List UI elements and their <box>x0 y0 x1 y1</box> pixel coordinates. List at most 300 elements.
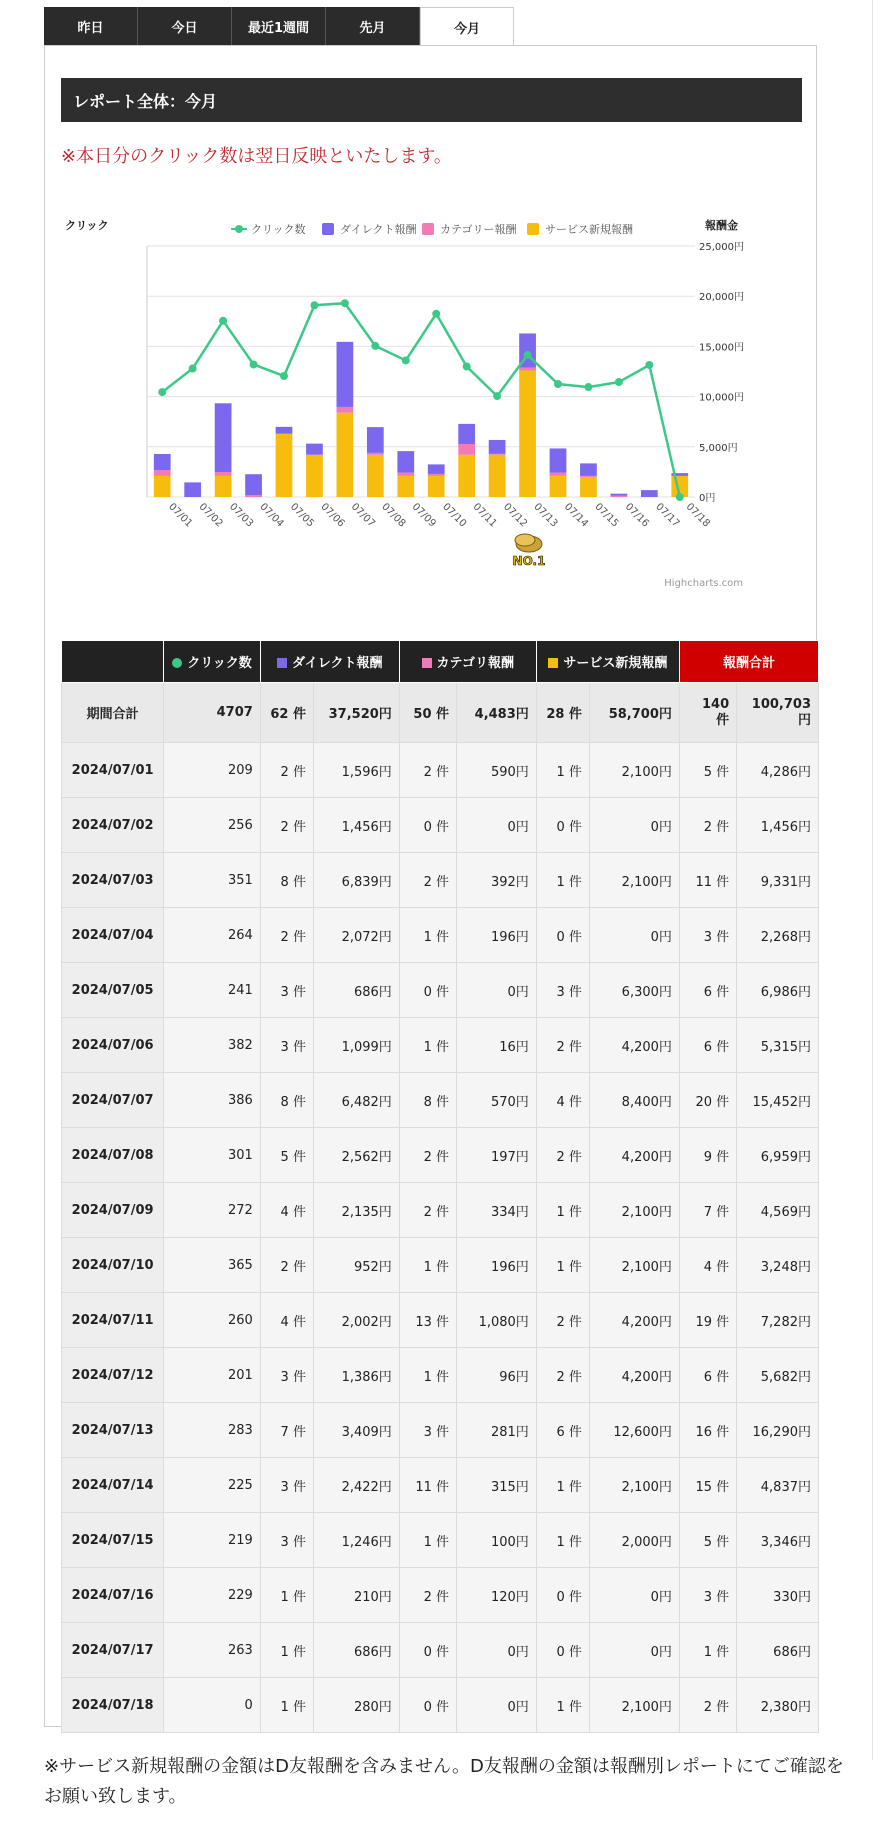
table-row <box>62 1458 819 1513</box>
cell-total-amount: 330円 <box>737 1568 819 1623</box>
cell-direct-count: 2 件 <box>260 798 313 853</box>
cell-category-count: 3 件 <box>399 1403 456 1458</box>
click-notice: ※本日分のクリック数は翌日反映といたします。 <box>61 146 452 167</box>
bar-direct <box>550 448 567 472</box>
click-point <box>280 372 288 380</box>
legend-label: サービス新規報酬 <box>545 223 633 236</box>
click-point <box>158 388 166 396</box>
x-tick-label: 07/13 <box>531 501 560 530</box>
cell-service-count: 1 件 <box>536 853 589 908</box>
cell-date: 2024/07/01 <box>62 743 164 798</box>
badge-label: NO.1 <box>512 554 546 568</box>
table-header-row <box>62 641 819 683</box>
cell-service-amount: 2,000円 <box>589 1513 679 1568</box>
cell-category-amount: 590円 <box>457 743 537 798</box>
right-tick-label: 20,000円 <box>699 292 744 304</box>
cell-total-count: 20 件 <box>679 1073 736 1128</box>
cell-direct-amount: 6,839円 <box>313 853 399 908</box>
cell-category-amount: 570円 <box>457 1073 537 1128</box>
cell-date: 2024/07/04 <box>62 908 164 963</box>
cell-category-count: 13 件 <box>399 1293 456 1348</box>
cell-date: 2024/07/12 <box>62 1348 164 1403</box>
cell-clicks: 241 <box>164 963 261 1018</box>
cell-category-amount: 0円 <box>457 1623 537 1678</box>
cell-direct-count: 2 件 <box>260 908 313 963</box>
tab-1[interactable]: 今日 <box>138 7 232 45</box>
bar-direct <box>367 427 384 453</box>
header-clicks: クリック数 <box>164 641 261 683</box>
highcharts-credit: Highcharts.com <box>664 578 743 589</box>
cell-direct-amount: 2,422円 <box>313 1458 399 1513</box>
cell-category-count: 1 件 <box>399 1348 456 1403</box>
table-row <box>62 963 819 1018</box>
cell-category-amount: 334円 <box>457 1183 537 1238</box>
cell-clicks: 225 <box>164 1458 261 1513</box>
cell-direct-amount: 686円 <box>313 963 399 1018</box>
cell-category-count: 0 件 <box>399 963 456 1018</box>
bar-direct <box>154 454 171 470</box>
bar-direct <box>580 463 597 476</box>
cell-service-count: 0 件 <box>536 1623 589 1678</box>
cell-clicks: 264 <box>164 908 261 963</box>
click-point <box>493 392 501 400</box>
cell-category-amount: 315円 <box>457 1458 537 1513</box>
cell-total-count: 6 件 <box>679 963 736 1018</box>
table-row <box>62 1183 819 1238</box>
cell-service-amount: 2,100円 <box>589 853 679 908</box>
cell-total-count: 6 件 <box>679 1018 736 1073</box>
cell-total-amount: 3,248円 <box>737 1238 819 1293</box>
cell-clicks: 260 <box>164 1293 261 1348</box>
service-square-icon <box>548 658 558 668</box>
cell-total-amount: 686円 <box>737 1623 819 1678</box>
cell-direct-count: 8 件 <box>260 853 313 908</box>
cell-service-count: 2 件 <box>536 1018 589 1073</box>
cell-total-amount: 4,286円 <box>737 743 819 798</box>
bar-direct <box>306 444 323 455</box>
cell-clicks: 272 <box>164 1183 261 1238</box>
cell-direct-count: 3 件 <box>260 1018 313 1073</box>
bar-category <box>154 470 171 476</box>
bar-service <box>306 455 323 497</box>
summary-category-amount: 4,483円 <box>457 683 537 743</box>
bar-service <box>428 476 445 497</box>
header-direct: ダイレクト報酬 <box>260 641 399 683</box>
tab-4[interactable]: 今月 <box>420 7 514 47</box>
header-blank <box>62 641 164 683</box>
cell-date: 2024/07/06 <box>62 1018 164 1073</box>
cell-direct-amount: 1,099円 <box>313 1018 399 1073</box>
bar-direct <box>489 440 506 454</box>
cell-total-amount: 2,380円 <box>737 1678 819 1733</box>
legend-label: クリック数 <box>251 223 306 236</box>
cell-service-count: 4 件 <box>536 1073 589 1128</box>
bar-service <box>489 455 506 497</box>
cell-direct-amount: 1,246円 <box>313 1513 399 1568</box>
x-tick-label: 07/07 <box>348 501 377 530</box>
cell-category-amount: 0円 <box>457 798 537 853</box>
report-panel <box>44 45 817 1727</box>
click-point <box>645 361 653 369</box>
click-point <box>524 351 532 359</box>
cell-category-amount: 120円 <box>457 1568 537 1623</box>
cell-clicks: 386 <box>164 1073 261 1128</box>
x-tick-label: 07/12 <box>500 501 530 530</box>
bar-category <box>397 473 414 476</box>
cell-date: 2024/07/08 <box>62 1128 164 1183</box>
cell-direct-amount: 2,072円 <box>313 908 399 963</box>
cell-total-amount: 7,282円 <box>737 1293 819 1348</box>
cell-direct-count: 3 件 <box>260 1513 313 1568</box>
summary-direct-count: 62 件 <box>260 683 313 743</box>
cell-service-amount: 4,200円 <box>589 1348 679 1403</box>
click-point <box>402 356 410 364</box>
bar-direct <box>337 342 354 407</box>
cell-direct-count: 3 件 <box>260 963 313 1018</box>
cell-category-amount: 0円 <box>457 963 537 1018</box>
bar-direct <box>276 427 293 434</box>
cell-date: 2024/07/10 <box>62 1238 164 1293</box>
cell-total-amount: 6,959円 <box>737 1128 819 1183</box>
x-tick-label: 07/09 <box>409 501 438 530</box>
cell-direct-amount: 686円 <box>313 1623 399 1678</box>
cell-category-amount: 281円 <box>457 1403 537 1458</box>
bar-direct <box>611 494 628 496</box>
table-row <box>62 1623 819 1678</box>
cell-category-amount: 197円 <box>457 1128 537 1183</box>
table-row <box>62 1293 819 1348</box>
x-tick-label: 07/03 <box>226 501 256 530</box>
cell-service-count: 1 件 <box>536 743 589 798</box>
click-point <box>250 360 258 368</box>
cell-service-count: 6 件 <box>536 1403 589 1458</box>
legend-swatch <box>527 223 539 235</box>
cell-total-count: 9 件 <box>679 1128 736 1183</box>
cell-direct-amount: 280円 <box>313 1678 399 1733</box>
bar-direct <box>641 490 658 497</box>
click-point <box>310 301 318 309</box>
cell-category-amount: 100円 <box>457 1513 537 1568</box>
bar-direct <box>458 424 475 444</box>
legend-label: カテゴリー報酬 <box>440 223 517 236</box>
cell-direct-count: 8 件 <box>260 1073 313 1128</box>
cell-category-count: 2 件 <box>399 1568 456 1623</box>
cell-direct-amount: 2,135円 <box>313 1183 399 1238</box>
cell-total-count: 4 件 <box>679 1238 736 1293</box>
cell-service-amount: 8,400円 <box>589 1073 679 1128</box>
table-row <box>62 1073 819 1128</box>
bar-category <box>337 407 354 413</box>
cell-total-amount: 9,331円 <box>737 853 819 908</box>
cell-total-count: 5 件 <box>679 743 736 798</box>
table-row <box>62 908 819 963</box>
table-row <box>62 798 819 853</box>
cell-service-amount: 4,200円 <box>589 1128 679 1183</box>
cell-category-count: 2 件 <box>399 743 456 798</box>
cell-direct-amount: 2,562円 <box>313 1128 399 1183</box>
cell-date: 2024/07/14 <box>62 1458 164 1513</box>
cell-total-count: 16 件 <box>679 1403 736 1458</box>
summary-service-amount: 58,700円 <box>589 683 679 743</box>
bar-category <box>367 453 384 455</box>
table-row <box>62 1018 819 1073</box>
cell-category-count: 0 件 <box>399 1623 456 1678</box>
cell-direct-amount: 1,596円 <box>313 743 399 798</box>
cell-total-count: 15 件 <box>679 1458 736 1513</box>
tab-3[interactable]: 先月 <box>326 7 420 45</box>
click-point <box>371 342 379 350</box>
summary-clicks: 4707 <box>164 683 261 743</box>
cell-category-count: 2 件 <box>399 1128 456 1183</box>
x-tick-label: 07/08 <box>379 501 408 530</box>
cell-service-amount: 6,300円 <box>589 963 679 1018</box>
table-row <box>62 1128 819 1183</box>
tab-0[interactable]: 昨日 <box>44 7 138 45</box>
legend-click-marker <box>235 225 243 233</box>
x-tick-label: 07/15 <box>592 501 621 530</box>
cell-clicks: 283 <box>164 1403 261 1458</box>
cell-total-count: 7 件 <box>679 1183 736 1238</box>
cell-direct-count: 3 件 <box>260 1348 313 1403</box>
cell-total-count: 3 件 <box>679 908 736 963</box>
bar-service <box>519 370 536 497</box>
cell-date: 2024/07/15 <box>62 1513 164 1568</box>
cell-date: 2024/07/16 <box>62 1568 164 1623</box>
x-tick-label: 07/05 <box>287 501 317 530</box>
cell-direct-count: 1 件 <box>260 1568 313 1623</box>
summary-direct-amount: 37,520円 <box>313 683 399 743</box>
click-point <box>554 380 562 388</box>
cell-total-count: 5 件 <box>679 1513 736 1568</box>
click-point <box>432 310 440 318</box>
cell-category-count: 0 件 <box>399 1678 456 1733</box>
click-point <box>219 317 227 325</box>
x-tick-label: 07/14 <box>561 501 591 530</box>
header-service: サービス新規報酬 <box>536 641 679 683</box>
cell-category-amount: 392円 <box>457 853 537 908</box>
summary-category-count: 50 件 <box>399 683 456 743</box>
x-tick-label: 07/17 <box>653 501 682 530</box>
left-axis-title: クリック <box>65 219 109 232</box>
click-point <box>584 383 592 391</box>
cell-clicks: 219 <box>164 1513 261 1568</box>
cell-service-count: 2 件 <box>536 1348 589 1403</box>
cell-service-count: 0 件 <box>536 798 589 853</box>
cell-direct-amount: 1,386円 <box>313 1348 399 1403</box>
report-heading: レポート全体：今月 <box>61 78 802 122</box>
cell-total-count: 2 件 <box>679 1678 736 1733</box>
cell-clicks: 209 <box>164 743 261 798</box>
bar-category <box>245 495 262 497</box>
cell-clicks: 365 <box>164 1238 261 1293</box>
tab-2[interactable]: 最近1週間 <box>232 7 326 45</box>
cell-clicks: 351 <box>164 853 261 908</box>
cell-service-count: 1 件 <box>536 1513 589 1568</box>
table-row <box>62 853 819 908</box>
cell-category-count: 1 件 <box>399 1238 456 1293</box>
cell-total-amount: 2,268円 <box>737 908 819 963</box>
right-tick-label: 15,000円 <box>699 342 744 354</box>
bar-direct <box>397 451 414 472</box>
bar-category <box>215 472 232 476</box>
x-tick-label: 07/18 <box>683 501 712 530</box>
cell-direct-count: 2 件 <box>260 1238 313 1293</box>
click-point <box>341 299 349 307</box>
cell-clicks: 201 <box>164 1348 261 1403</box>
cell-category-amount: 196円 <box>457 908 537 963</box>
footnote: ※サービス新規報酬の金額はD友報酬を含みません。D友報酬の金額は報酬別レポートにてご確認をお願い致します。 <box>44 1756 844 1807</box>
bar-category <box>489 454 506 455</box>
cell-date: 2024/07/09 <box>62 1183 164 1238</box>
cell-direct-amount: 3,409円 <box>313 1403 399 1458</box>
x-tick-label: 07/11 <box>470 501 499 530</box>
legend-swatch <box>422 223 434 235</box>
click-point <box>189 364 197 372</box>
cell-direct-count: 1 件 <box>260 1678 313 1733</box>
cell-total-count: 19 件 <box>679 1293 736 1348</box>
bar-direct <box>245 474 262 495</box>
cell-date: 2024/07/11 <box>62 1293 164 1348</box>
cell-date: 2024/07/03 <box>62 853 164 908</box>
table-row <box>62 1348 819 1403</box>
right-tick-label: 0円 <box>699 493 716 504</box>
bar-service <box>367 455 384 497</box>
bar-service <box>337 413 354 497</box>
table-row <box>62 743 819 798</box>
click-point <box>676 493 684 501</box>
cell-total-amount: 15,452円 <box>737 1073 819 1128</box>
cell-category-amount: 196円 <box>457 1238 537 1293</box>
cell-direct-amount: 2,002円 <box>313 1293 399 1348</box>
table-row <box>62 1513 819 1568</box>
cell-category-count: 1 件 <box>399 908 456 963</box>
summary-row <box>62 683 819 743</box>
cell-direct-count: 7 件 <box>260 1403 313 1458</box>
cell-category-count: 8 件 <box>399 1073 456 1128</box>
bar-category <box>458 444 475 455</box>
bar-service <box>397 476 414 497</box>
bar-category <box>550 473 567 476</box>
cell-service-amount: 2,100円 <box>589 1238 679 1293</box>
x-tick-label: 07/10 <box>440 501 469 530</box>
click-dot-icon <box>172 658 182 668</box>
cell-total-amount: 4,837円 <box>737 1458 819 1513</box>
cell-direct-amount: 952円 <box>313 1238 399 1293</box>
cell-total-count: 3 件 <box>679 1568 736 1623</box>
cell-category-count: 1 件 <box>399 1513 456 1568</box>
cell-service-count: 1 件 <box>536 1458 589 1513</box>
cell-direct-count: 5 件 <box>260 1128 313 1183</box>
cell-category-count: 11 件 <box>399 1458 456 1513</box>
cell-category-count: 0 件 <box>399 798 456 853</box>
summary-total-count: 140 件 <box>679 683 736 743</box>
x-tick-label: 07/16 <box>622 501 651 530</box>
cell-total-count: 2 件 <box>679 798 736 853</box>
cell-category-amount: 96円 <box>457 1348 537 1403</box>
cell-service-amount: 2,100円 <box>589 1183 679 1238</box>
cell-service-count: 3 件 <box>536 963 589 1018</box>
cell-direct-amount: 210円 <box>313 1568 399 1623</box>
cell-direct-count: 4 件 <box>260 1293 313 1348</box>
x-tick-label: 07/01 <box>166 501 195 530</box>
cell-direct-count: 1 件 <box>260 1623 313 1678</box>
bar-category <box>611 496 628 497</box>
cell-total-amount: 1,456円 <box>737 798 819 853</box>
cell-direct-amount: 1,456円 <box>313 798 399 853</box>
cell-date: 2024/07/17 <box>62 1623 164 1678</box>
cell-service-amount: 2,100円 <box>589 743 679 798</box>
report-chart <box>55 191 815 681</box>
table-row <box>62 1568 819 1623</box>
cell-service-amount: 4,200円 <box>589 1293 679 1348</box>
category-square-icon <box>422 658 432 668</box>
page-right-border <box>872 0 873 1760</box>
cell-total-amount: 16,290円 <box>737 1403 819 1458</box>
header-category: カテゴリ報酬 <box>399 641 536 683</box>
cell-total-amount: 6,986円 <box>737 963 819 1018</box>
cell-service-count: 0 件 <box>536 1568 589 1623</box>
cell-category-count: 2 件 <box>399 1183 456 1238</box>
table-row <box>62 1238 819 1293</box>
bar-category <box>580 476 597 477</box>
cell-date: 2024/07/07 <box>62 1073 164 1128</box>
bar-service <box>276 434 293 497</box>
cell-service-amount: 0円 <box>589 1623 679 1678</box>
bar-service <box>215 476 232 497</box>
right-tick-label: 10,000円 <box>699 392 744 404</box>
cell-category-count: 1 件 <box>399 1018 456 1073</box>
cell-service-amount: 0円 <box>589 798 679 853</box>
bar-category <box>519 368 536 371</box>
click-series-line <box>162 303 680 497</box>
cell-clicks: 263 <box>164 1623 261 1678</box>
cell-service-count: 2 件 <box>536 1293 589 1348</box>
cell-category-count: 2 件 <box>399 853 456 908</box>
cell-total-amount: 4,569円 <box>737 1183 819 1238</box>
summary-label: 期間合計 <box>62 683 164 743</box>
cell-service-amount: 0円 <box>589 908 679 963</box>
cell-total-amount: 5,682円 <box>737 1348 819 1403</box>
legend-swatch <box>322 223 334 235</box>
bar-direct <box>184 482 201 497</box>
cell-service-count: 1 件 <box>536 1238 589 1293</box>
cell-service-amount: 12,600円 <box>589 1403 679 1458</box>
cell-total-amount: 5,315円 <box>737 1018 819 1073</box>
cell-total-count: 11 件 <box>679 853 736 908</box>
summary-total-amount: 100,703 円 <box>737 683 819 743</box>
cell-date: 2024/07/02 <box>62 798 164 853</box>
table-row <box>62 1403 819 1458</box>
x-tick-label: 07/04 <box>257 501 286 530</box>
bar-direct <box>215 403 232 472</box>
cell-service-count: 1 件 <box>536 1678 589 1733</box>
bar-direct <box>428 464 445 474</box>
x-tick-label: 07/06 <box>318 501 347 530</box>
bar-service <box>580 477 597 497</box>
cell-category-amount: 16円 <box>457 1018 537 1073</box>
cell-clicks: 0 <box>164 1678 261 1733</box>
cell-date: 2024/07/18 <box>62 1678 164 1733</box>
cell-service-count: 0 件 <box>536 908 589 963</box>
table-row <box>62 1678 819 1733</box>
cell-service-amount: 2,100円 <box>589 1458 679 1513</box>
click-point <box>615 378 623 386</box>
cell-total-count: 6 件 <box>679 1348 736 1403</box>
report-table <box>61 640 819 1733</box>
cell-direct-count: 3 件 <box>260 1458 313 1513</box>
cell-clicks: 256 <box>164 798 261 853</box>
click-point <box>463 362 471 370</box>
